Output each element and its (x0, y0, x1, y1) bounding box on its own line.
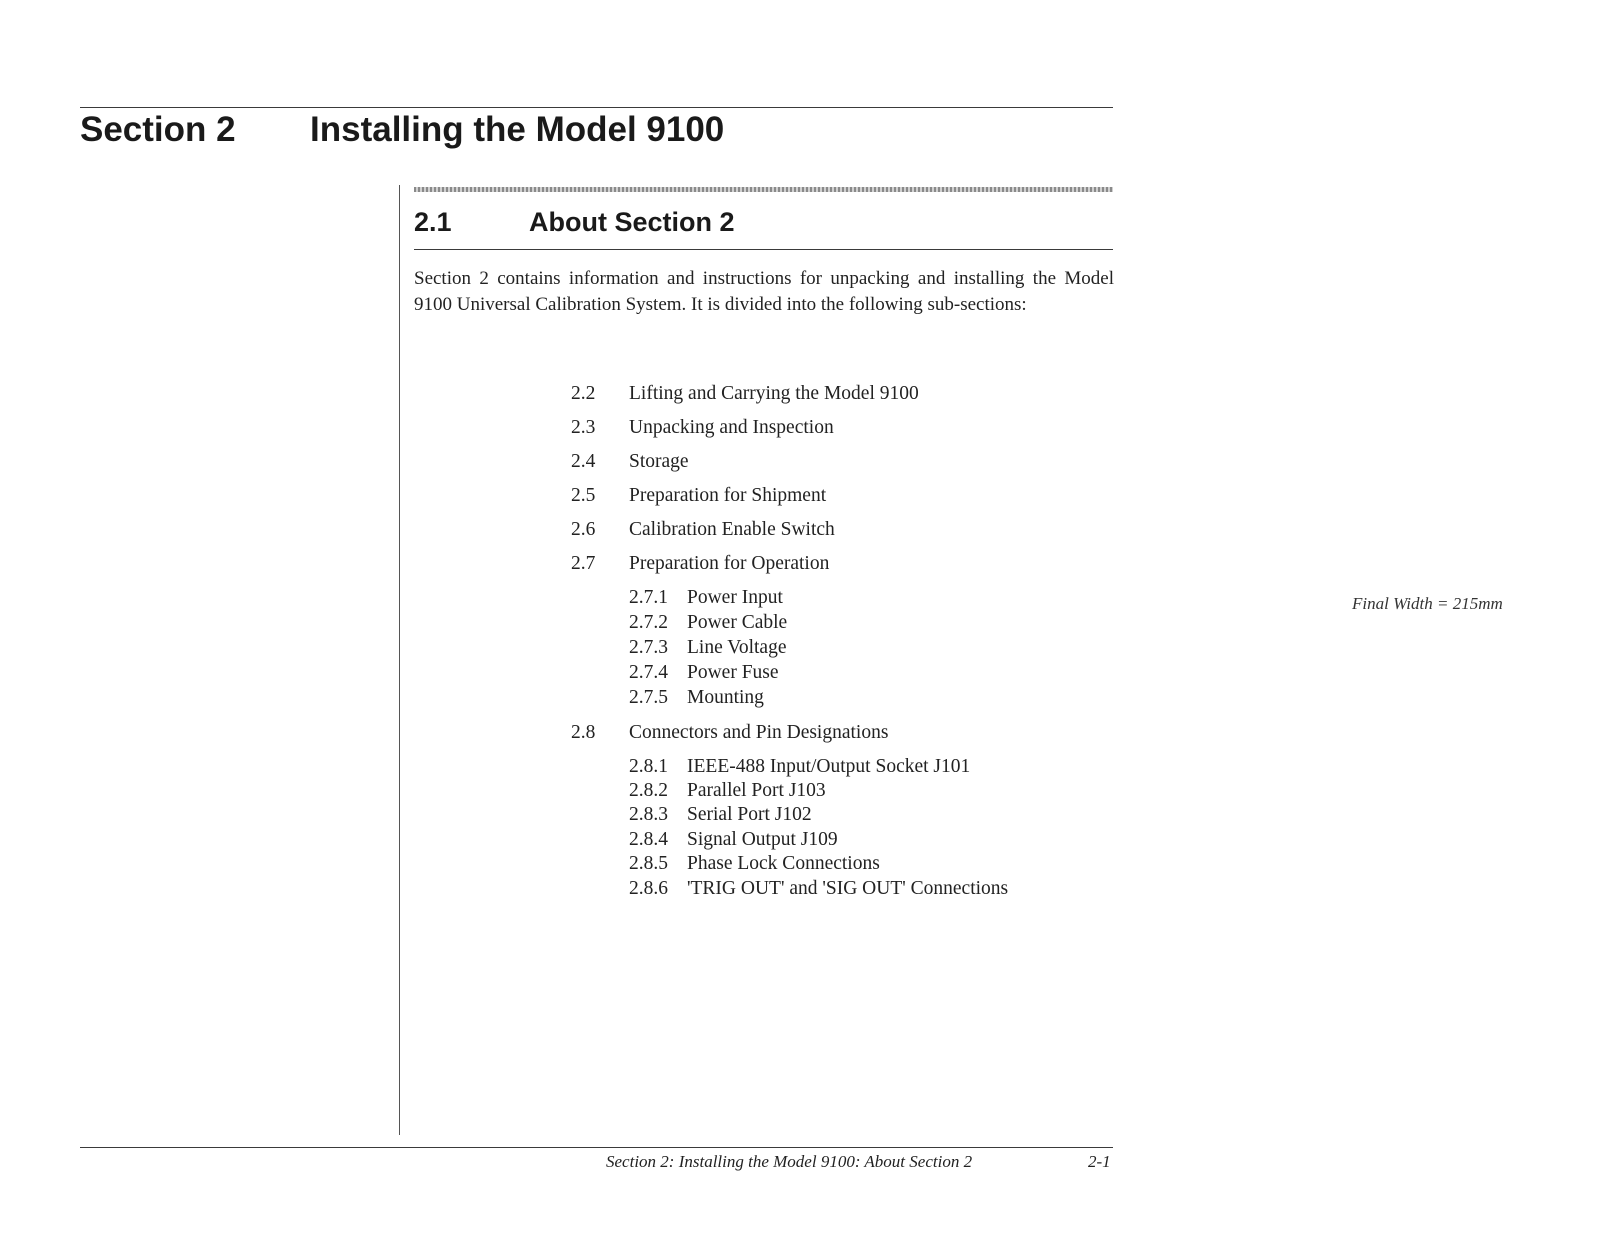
toc-item-title: Parallel Port J103 (687, 780, 826, 801)
toc-item-title: Line Voltage (687, 637, 787, 658)
subsection-number: 2.1 (414, 207, 452, 237)
toc-item-number: 2.8.4 (629, 829, 668, 850)
toc-item-title: Unpacking and Inspection (629, 417, 834, 438)
toc-item-title: Power Input (687, 587, 783, 608)
toc-item-title: Connectors and Pin Designations (629, 722, 889, 743)
toc-item-number: 2.8.3 (629, 804, 668, 825)
toc-item-number: 2.7 (571, 553, 596, 574)
section-label: Section 2 (80, 110, 236, 149)
toc-item-number: 2.4 (571, 451, 596, 472)
subsection-top-rule (414, 187, 1113, 192)
toc-item-title: Phase Lock Connections (687, 853, 880, 874)
toc-item-number: 2.5 (571, 485, 596, 506)
toc-item-title: 'TRIG OUT' and 'SIG OUT' Connections (687, 878, 1009, 899)
toc-item-number: 2.3 (571, 417, 596, 438)
toc-item-title: Lifting and Carrying the Model 9100 (629, 383, 919, 404)
page-number: 2-1 (1088, 1152, 1111, 1171)
toc-item-number: 2.7.4 (629, 662, 668, 683)
toc-item-title: Calibration Enable Switch (629, 519, 835, 540)
footer-running-title: Section 2: Installing the Model 9100: About Section 2 (606, 1152, 973, 1171)
toc-item-title: Power Fuse (687, 662, 779, 683)
intro-paragraph: Section 2 contains information and instructions for unpacking and installing the Model 9100 Universal Calibration System. It is divided into the following sub-sections: (414, 268, 1114, 315)
toc-item-number: 2.8.5 (629, 853, 668, 874)
toc-item-number: 2.7.2 (629, 612, 668, 633)
subsection-title: About Section 2 (529, 207, 735, 237)
toc-item-number: 2.8.1 (629, 756, 668, 777)
toc-item-number: 2.7.5 (629, 687, 668, 708)
toc-item-title: Serial Port J102 (687, 804, 812, 825)
toc-item-number: 2.2 (571, 383, 596, 404)
toc-item-number: 2.7.3 (629, 637, 668, 658)
toc-item-title: Signal Output J109 (687, 829, 838, 850)
toc-item-title: Mounting (687, 687, 764, 708)
toc-item-number: 2.7.1 (629, 587, 668, 608)
toc-item-number: 2.8.6 (629, 878, 668, 899)
margin-rule (399, 185, 400, 1135)
toc-item-number: 2.8.2 (629, 780, 668, 801)
toc-item-title: Preparation for Operation (629, 553, 830, 574)
margin-note: Final Width = 215mm (1352, 594, 1503, 613)
subsection-rule (414, 249, 1113, 250)
toc-item-number: 2.8 (571, 722, 596, 743)
toc-item-title: Power Cable (687, 612, 788, 633)
toc-item-title: Preparation for Shipment (629, 485, 827, 506)
footer-rule (80, 1147, 1113, 1148)
toc-item-title: IEEE-488 Input/Output Socket J101 (687, 756, 971, 777)
toc-item-title: Storage (629, 451, 689, 472)
toc-item-number: 2.6 (571, 519, 596, 540)
section-title: Installing the Model 9100 (310, 110, 725, 149)
